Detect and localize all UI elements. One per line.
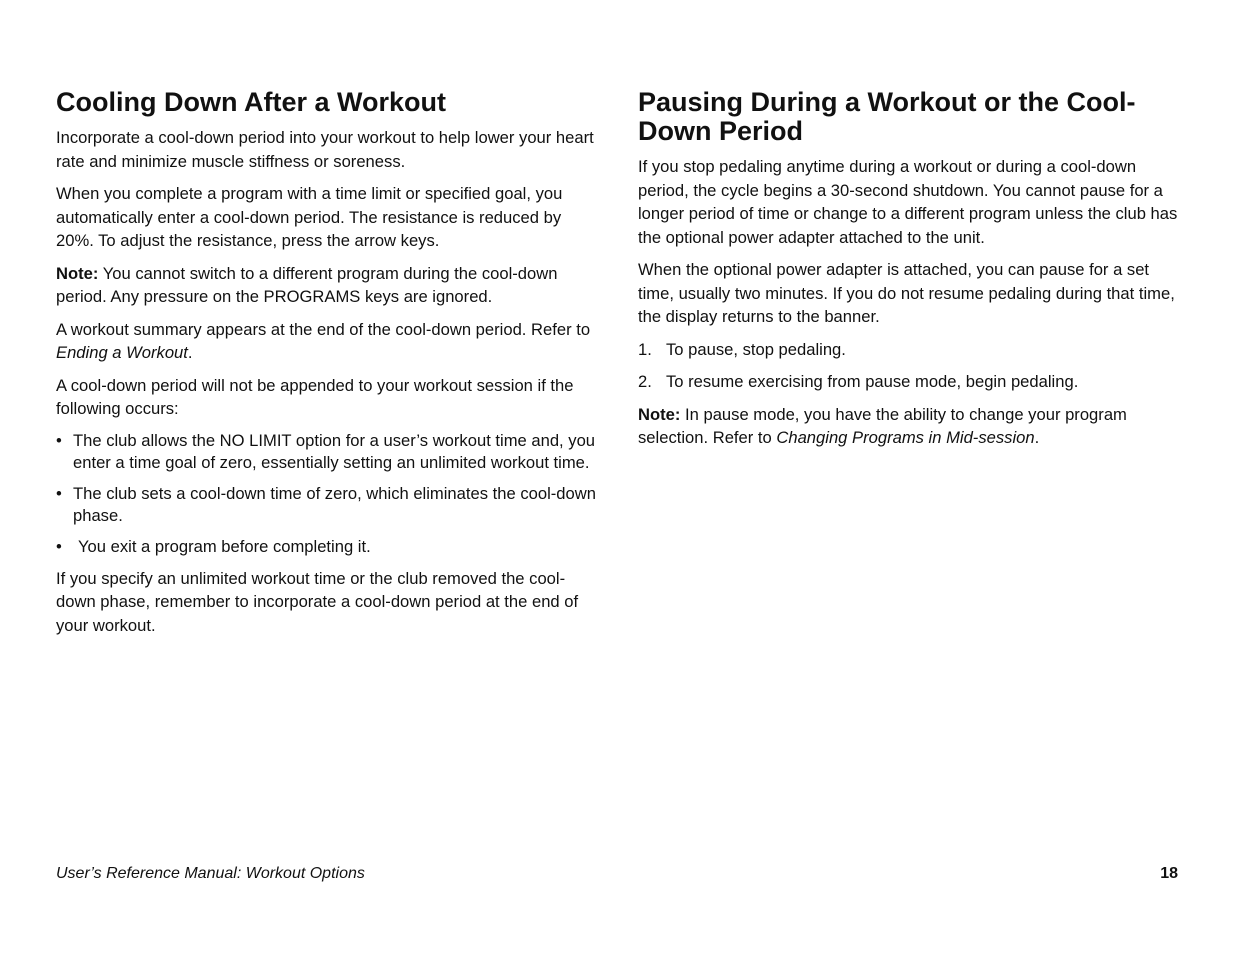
left-column (56, 88, 596, 646)
note-period: . (1034, 428, 1040, 447)
paragraph-unlimited-time: If you specify an unlimited workout time or the club removed the cool-down phase, remember to incorporate a cool-down period at the end of your workout. (56, 568, 579, 635)
section-title-cooling-down: Cooling Down After a Workout (56, 87, 446, 117)
list-item-text: The club sets a cool-down time of zero, which eliminates the cool-down phase. (73, 483, 596, 525)
step-number: 1. (638, 339, 652, 359)
list-item-text: The club allows the NO LIMIT option for a user’s workout time and, you enter a time goal of zero, essentially setting an unlimited workout time. (73, 430, 596, 472)
list-item (56, 536, 596, 558)
note-paragraph-pause (638, 403, 1178, 450)
bullet-icon: • (56, 483, 62, 503)
paragraph-workout-summary (56, 318, 596, 365)
list-item (56, 430, 596, 474)
list-item-text: You exit a program before completing it. (78, 536, 371, 556)
list-item (56, 483, 596, 527)
note-label: Note: (638, 404, 681, 424)
step-item (638, 370, 1178, 394)
note-text: You cannot switch to a different program during the cool-down period. Any pressure on the PROGRAMS keys are ignored. (56, 263, 558, 306)
paragraph-stop-pedaling: If you stop pedaling anytime during a workout or during a cool-down period, the cycle begins a 30-second shutdown. You cannot pause for a longer period of time or change to a different program unless the club has the optional power adapter attached to the unit. (638, 157, 1178, 247)
paragraph-power-adapter: When the optional power adapter is attached, you can pause for a set time, usually two minutes. If you do not resume pedaling during that time, the display returns to the banner. (638, 260, 1175, 326)
step-text: To resume exercising from pause mode, begin pedaling. (666, 372, 1079, 391)
section-title-pausing: Pausing During a Workout or the Cool-Down Period (638, 87, 1136, 146)
summary-period: . (187, 343, 193, 362)
note-paragraph-cooldown (56, 262, 596, 309)
right-column (638, 88, 1178, 459)
step-text: To pause, stop pedaling. (666, 339, 846, 359)
summary-text: A workout summary appears at the end of the cool-down period. Refer to (56, 319, 591, 339)
conditions-list (56, 430, 596, 558)
footer-title: User’s Reference Manual: Workout Options (56, 865, 365, 882)
pause-steps-list (638, 338, 1178, 394)
note-label: Note: (56, 263, 99, 283)
note-text: In pause mode, you have the ability to change your program selection. Refer to (638, 404, 1127, 447)
paragraph-cooldown-auto: When you complete a program with a time limit or specified goal, you automatically enter a cool-down period. The resistance is reduced by 20%. To adjust the resistance, press the arrow keys. (56, 184, 563, 250)
step-item (638, 338, 1178, 362)
paragraph-cooldown-intro: Incorporate a cool-down period into your workout to help lower your heart rate and minimize muscle stiffness or soreness. (56, 128, 594, 171)
reference-changing-programs: Changing Programs in Mid-session (776, 428, 1035, 447)
page-number: 18 (1160, 865, 1178, 882)
bullet-icon: • (56, 536, 62, 556)
step-number: 2. (638, 372, 652, 391)
paragraph-not-appended: A cool-down period will not be appended to your workout session if the following occurs: (56, 375, 574, 418)
bullet-icon: • (56, 430, 62, 450)
reference-ending-a-workout: Ending a Workout (56, 343, 188, 362)
